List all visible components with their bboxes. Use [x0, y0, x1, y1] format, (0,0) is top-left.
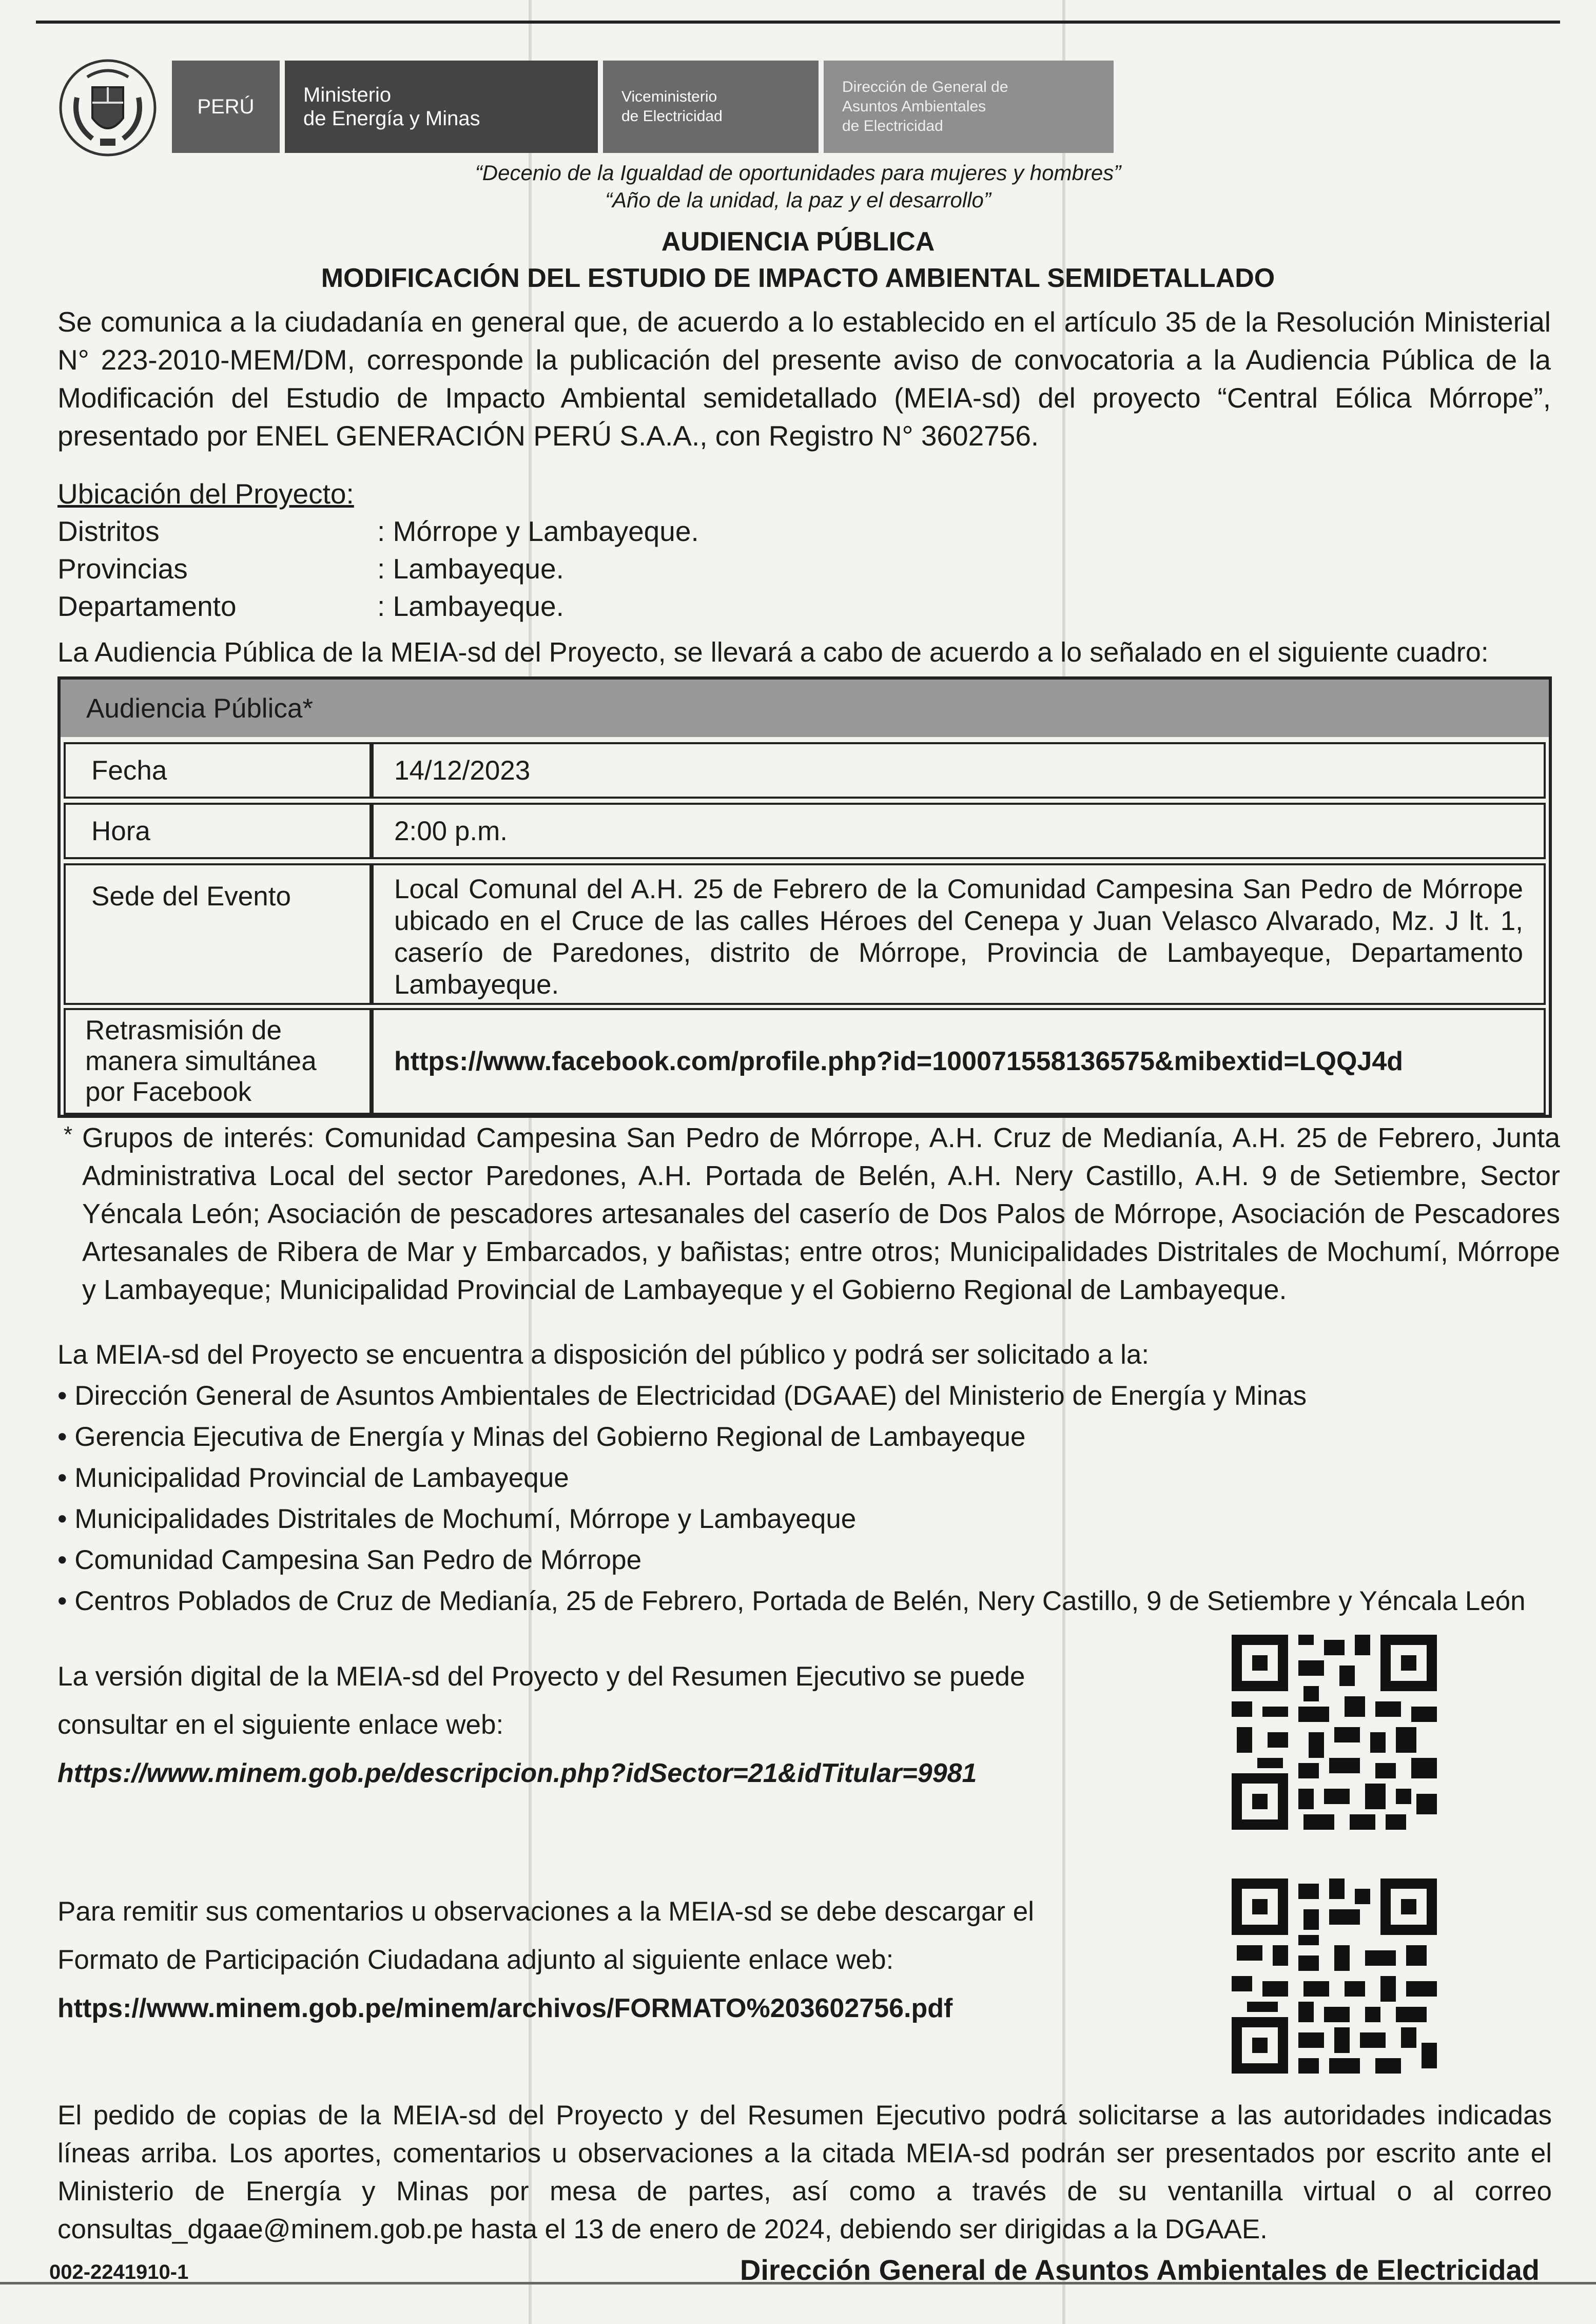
time-value: 2:00 p.m. [372, 803, 1546, 859]
availability-list [57, 1334, 1526, 1622]
date-value: 14/12/2023 [372, 742, 1546, 799]
intro-paragraph: Se comunica a la ciudadanía en general que, de acuerdo a lo establecido en el artículo 35 de la Resolución Ministerial N° 223-2010-MEM/DM, corresponde la publicación del presente aviso de convocatoria a la Audiencia Pública de la Modificación del Estudio de Impacto Ambiental semidetallado (MEIA-sd) del proyecto “Central Eólica Mórrope”, presentado por ENEL GENERACIÓN PERÚ S.A.A., con Registro N° 3602756. [57, 306, 1551, 452]
list-item: • Comunidad Campesina San Pedro de Mórrope [57, 1545, 642, 1575]
peru-coat-of-arms-icon [56, 56, 159, 159]
availability-intro: La MEIA-sd del Proyecto se encuentra a disposición del público y podrá ser solicitado a la: [57, 1340, 1150, 1370]
time-label: Hora [64, 803, 372, 859]
notice-title: AUDIENCIA PÚBLICA [661, 227, 935, 257]
interest-groups-note: * Grupos de interés: Comunidad Campesina San Pedro de Mórrope, A.H. Cruz de Medianía, A.H. 25 de Febrero, Junta Administrativa Local del sector Paredones, A.H. Portada de Belén, A.H. Nery Castillo, A.H. 9 de Setiembre, Sector Yéncala León; Asociación de pescadores artesanales del caserío de Dos Palos de Mórrope, Asociación de Pescadores Artesanales de Ribera de Mar y Embarcados, y bañistas; entre otros; Municipalidades Distritales de Mochumí, Mórrope y Lambayeque; Municipalidad Provincial de Lambayeque y el Gobierno Regional de Lambayeque. [82, 1119, 1560, 1309]
list-item: • Municipalidades Distritales de Mochumí, Mórrope y Lambayeque [57, 1504, 857, 1534]
top-rule [36, 21, 1560, 24]
publication-code: 002-2241910-1 [49, 2261, 189, 2283]
table-intro: La Audiencia Pública de la MEIA-sd del Proyecto, se llevará a cabo de acuerdo a lo señalado en el siguiente cuadro: [57, 637, 1489, 668]
location-value: : Lambayeque. [377, 553, 564, 585]
participation-form-link[interactable]: https://www.minem.gob.pe/minem/archivos/FORMATO%203602756.pdf [57, 1993, 953, 2023]
location-value: : Lambayeque. [377, 590, 564, 622]
venue-value: Local Comunal del A.H. 25 de Febrero de la Comunidad Campesina San Pedro de Mórrope ubicado en el Cruce de las calles Héroes del Cenepa y Juan Velasco Alvarado, Mz. J lt. 1, caserío de Paredones, distrito de Mórrope, Provincia de Lambayeque, Departamento Lambayeque. [372, 863, 1546, 1005]
location-value: : Mórrope y Lambayeque. [377, 515, 699, 547]
signature-line: Dirección General de Asuntos Ambientales de Electricidad [739, 2254, 1540, 2286]
location-label: Distritos [57, 515, 160, 547]
decade-quote: “Decenio de la Igualdad de oportunidades para mujeres y hombres” [475, 161, 1121, 185]
qr-code-icon [1227, 1630, 1442, 1835]
list-item: • Dirección General de Asuntos Ambientales de Electricidad (DGAAE) del Ministerio de Energía y Minas [57, 1381, 1307, 1411]
peru-label: PERÚ [172, 61, 280, 153]
comments-block: Para remitir sus comentarios u observaciones a la MEIA-sd se debe descargar el Formato de Participación Ciudadana adjunto al siguiente enlace web: https://www.minem.gob.pe/minem/archivos/FORMATO%203602756.pdf [57, 1888, 1034, 2032]
qr-code-icon [1227, 1873, 1442, 2079]
notice-subtitle: MODIFICACIÓN DEL ESTUDIO DE IMPACTO AMBIENTAL SEMIDETALLADO [321, 263, 1275, 293]
venue-label: Sede del Evento [64, 863, 372, 1005]
final-paragraph: El pedido de copias de la MEIA-sd del Proyecto y del Resumen Ejecutivo podrá solicitarse a las autoridades indicadas líneas arriba. Los aportes, comentarios u observaciones a la citada MEIA-sd podrán ser presentados por escrito ante el Ministerio de Energía y Minas por mesa de partes, así como a través de su ventanilla virtual o al correo consultas_dgaae@minem.gob.pe hasta el 13 de enero de 2024, debiendo ser dirigidas a la DGAAE. [57, 2100, 1552, 2244]
list-item: • Gerencia Ejecutiva de Energía y Minas del Gobierno Regional de Lambayeque [57, 1422, 1026, 1452]
hearing-table [57, 676, 1552, 1118]
year-quote: “Año de la unidad, la paz y el desarrollo” [605, 188, 991, 212]
location-label: Departamento [57, 590, 237, 622]
ministry-label: Ministerio de Energía y Minas [285, 61, 598, 153]
broadcast-label: Retrasmisión de manera simultánea por Facebook [64, 1008, 372, 1115]
location-label: Provincias [57, 553, 188, 585]
vice-ministry-label: Viceministerio de Electricidad [603, 61, 819, 153]
footnote-star: * [64, 1122, 73, 1147]
digital-version-link[interactable]: https://www.minem.gob.pe/descripcion.php?idSector=21&idTitular=9981 [57, 1758, 977, 1788]
location-heading: Ubicación del Proyecto: [57, 478, 354, 510]
date-label: Fecha [64, 742, 372, 799]
directorate-label: Dirección de General de Asuntos Ambientales de Electricidad [824, 61, 1114, 153]
list-item: • Municipalidad Provincial de Lambayeque [57, 1463, 569, 1493]
digital-version-block: La versión digital de la MEIA-sd del Proyecto y del Resumen Ejecutivo se puede consultar en el siguiente enlace web: https://www.minem.gob.pe/descripcion.php?idSector=21&idTitular=9981 [57, 1653, 1025, 1797]
list-item: • Centros Poblados de Cruz de Medianía, 25 de Febrero, Portada de Belén, Nery Castillo, 9 de Setiembre y Yéncala León [57, 1586, 1526, 1616]
facebook-link[interactable]: https://www.facebook.com/profile.php?id=100071558136575&mibextid=LQQJ4d [372, 1008, 1546, 1115]
table-header: Audiencia Pública* [61, 680, 1549, 737]
ministry-header [56, 51, 1057, 157]
